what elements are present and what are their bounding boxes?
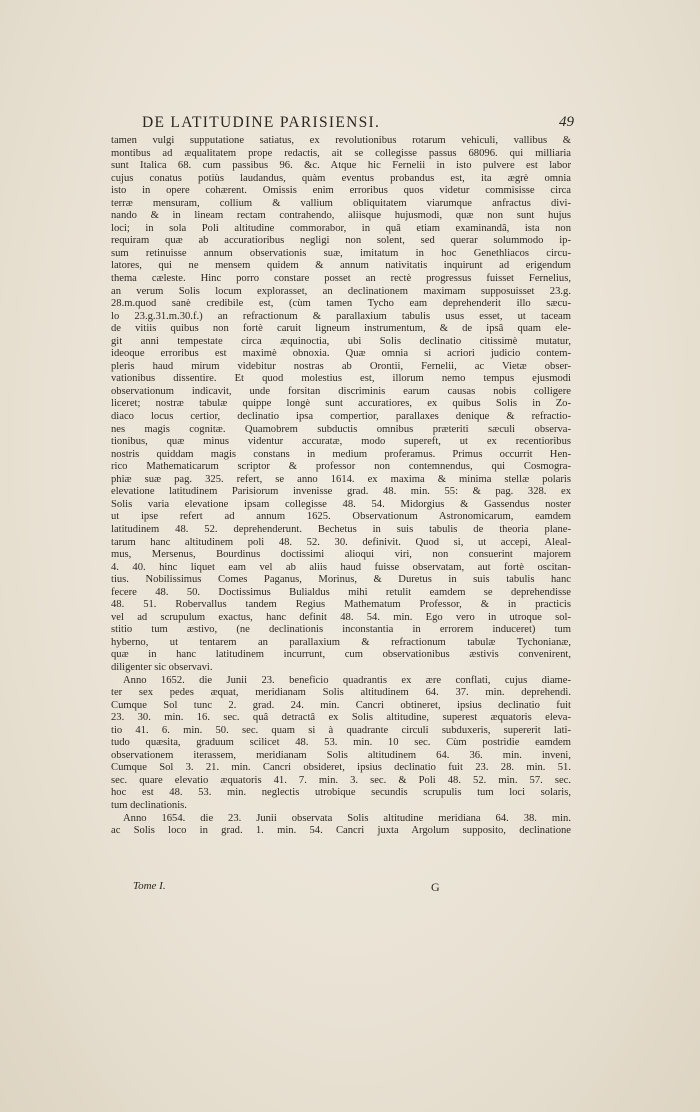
text-line: tamen vulgi supputatione satiatus, ex revolutionibus rotarum vehiculi, vallibus & xyxy=(111,135,571,146)
text-line: sunt Italica 68. cum passibus 96. &c. Atque hic Fernelii in isto pulvere est labor xyxy=(111,160,571,172)
tome-label: Tome I. xyxy=(133,880,166,892)
text-line: quæ in hanc latitudinem incurrunt, cum observationibus æstivis convenirent, xyxy=(111,649,571,661)
text-line: 23. 30. min. 16. sec. quâ detractâ ex Solis altitudine, superest æquatoris eleva- xyxy=(111,712,571,724)
text-line: observationum indicavit, unde forsitan discriminis earum causas nobis colligere xyxy=(111,385,571,397)
page-header xyxy=(112,114,572,136)
text-line: requiram quæ ab accuratioribus negligi non solent, sed querar solummodo ip- xyxy=(111,235,571,247)
text-line: loci; in sola Poli altitudine commorabor, in quâ etiam examinandâ, ista non xyxy=(111,222,571,234)
text-line: de vitiis quibus non fortè caruit ligneum instrumentum, & de ipsâ quam ele- xyxy=(111,323,571,335)
text-line: observationem iterassem, meridianam Solis altitudinem 64. 36. min. inveni, xyxy=(111,749,571,761)
text-line: ter sex pedes æquat, meridianam Solis altitudinem 64. 37. min. deprehendi. xyxy=(111,687,571,699)
text-line: cujus conatus potiùs laudandus, quàm eventus probandus est, ita ægrè omnia xyxy=(111,172,571,184)
text-line: mus, Mersenus, Bourdinus doctissimi alioqui viri, non consuerint majorem xyxy=(111,549,571,561)
text-line: nes magis cognitæ. Quamobrem subductis omnibus præteriti sæculi observa- xyxy=(111,423,571,435)
text-line: diligenter sic observavi. xyxy=(111,661,213,673)
text-line: Cumque Sol tunc 2. grad. 24. min. Cancri obtineret, ipsius declinatio fuit xyxy=(111,699,571,711)
text-line: ideoque erroribus est maximè obnoxia. Quæ omnia si acriori judicio contem- xyxy=(111,348,571,360)
text-line: 4. 40. hinc liquet eam vel ab aliis haud fuisse observatam, aut fortè oscitan- xyxy=(111,561,571,573)
text-line: montibus ad æqualitatem prope redactis, ait se collegisse passus 68096. qui milliaria xyxy=(111,147,571,159)
text-line: tius. Nobilissimus Comes Paganus, Morinus, & Duretus in suis tabulis hanc xyxy=(111,574,571,586)
text-line: vationibus dissentire. Et quod molestius est, illorum nemo tempus ejusmodi xyxy=(111,373,571,385)
text-line: thema cæleste. Hinc porro constare posset an rectè progressus fuisset Fernelius, xyxy=(111,273,571,285)
text-line: tio 41. 6. min. 50. sec. quam si à quadrante circuli subduxeris, supererit lati- xyxy=(111,724,571,736)
text-line: an verum Solis locum explorasset, an declinationem maximam supposuisset 23.g. xyxy=(111,285,571,297)
text-line: Cumque Sol 3. 21. min. Cancri obsideret, ipsius declinatio fuit 23. 28. min. 51. xyxy=(111,762,571,774)
text-line: elevatione latitudinem Parisiorum invenisse grad. 48. min. 55: & pag. 328. ex xyxy=(111,486,571,498)
text-line: 28.m.quod sanè credibile est, (cùm tamen Tycho eam deprehenderit illo sæcu- xyxy=(111,298,571,310)
text-line: Anno 1652. die Junii 23. beneficio quadrantis ex ære conflati, cujus diame- xyxy=(123,674,571,686)
text-line: hoc est 48. 53. min. neglectis utrobique secundis scrupulis tum loci solaris, xyxy=(111,787,571,799)
text-line: fecere 48. 50. Doctissimus Bulialdus mihi retulit eamdem se deprehendisse xyxy=(111,586,571,598)
text-line: ac Solis loco in grad. 1. min. 54. Cancri juxta Argolum supposito, declinatione xyxy=(111,825,571,837)
text-line: Solis varia elevatione ipsam collegisse 48. 54. Midorgius & Gassendus noster xyxy=(111,498,571,510)
text-line: sum retinuisse annum observationis suæ, imitatum in hoc Genethliacos circu- xyxy=(111,247,571,259)
text-line: tudo quæsita, graduum scilicet 48. 53. min. 10 sec. Cùm postridie eamdem xyxy=(111,737,571,749)
text-line: Anno 1654. die 23. Junii observata Solis altitudine meridiana 64. 38. min. xyxy=(123,812,571,824)
text-line: sec. quare elevatio æquatoris 41. 7. min. 3. sec. & Poli 48. 52. min. 57. sec. xyxy=(111,774,571,786)
text-line: hyberno, ut tentarem an parallaxium & refractionum tabulæ Tychonianæ, xyxy=(111,636,571,648)
text-line: tarum hanc altitudinem poli 48. 52. 30. definivit. Quod si, ut accepi, Aleal- xyxy=(111,536,571,548)
body-text xyxy=(111,135,571,838)
text-line: pleris haud mirum videbitur nostras ab Orontii, Fernelii, ac Vietæ obser- xyxy=(111,360,571,372)
text-line: nando & in lineam rectam contrahendo, aliisque hujusmodi, quæ non sunt hujus xyxy=(111,210,571,222)
text-line: rico Mathematicarum scriptor & professor non contemnendus, qui Cosmogra- xyxy=(111,461,571,473)
signature-mark: G xyxy=(431,880,440,894)
text-line: stitio tum æstivo, (ne declinationis inconstantia in errorem induceret) tum xyxy=(111,624,571,636)
text-line: liceret; nostræ tabulæ quippe longè sunt accuratiores, ex quibus Solis in Zo- xyxy=(111,398,571,410)
running-head: DE LATITUDINE PARISIENSI. xyxy=(142,114,381,131)
text-line: isto in opere cohærent. Omissis enim erroribus quos videtur commisisse circa xyxy=(111,185,571,197)
text-line: tionibus, quæ minus videntur accuratæ, modo supereft, ut ex recentioribus xyxy=(111,436,571,448)
text-line: latitudinem 48. 52. deprehenderunt. Bechetus in suis tabulis de theoria plane- xyxy=(111,523,571,535)
text-line: lo 23.g.31.m.30.f.) an refractionum & parallaxium tabulis usus esset, ut taceam xyxy=(111,310,571,322)
page-footer xyxy=(111,880,571,894)
text-line: latores, qui ne mensem quidem & annum nativitatis inquirunt ad erigendum xyxy=(111,260,571,272)
text-line: git anni tempestate circa æquinoctia, ubi Solis declinatio citissimè mutatur, xyxy=(111,335,571,347)
text-line: vel ad scrupulum exactus, hanc definit 48. 54. min. Ego vero in utroque sol- xyxy=(111,611,571,623)
text-line: ut ipse refert ad annum 1625. Observationum Astronomicarum, eamdem xyxy=(111,511,571,523)
page-number: 49 xyxy=(559,114,574,130)
text-line: 48. 51. Robervallus tandem Regius Mathematum Professor, & in practicis xyxy=(111,599,571,611)
text-line: tum declinationis. xyxy=(111,799,187,811)
text-line: phiæ suæ pag. 325. refert, se anno 1614. ex maxima & minima stellæ polaris xyxy=(111,473,571,485)
text-line: diaco locus certior, declinatio ipsa compertior, parallaxes denique & refractio- xyxy=(111,411,571,423)
text-line: terræ mensuram, collium & vallium obliquitatem viarumque anfractus divi- xyxy=(111,197,571,209)
text-line: nostris quiddam magis constans in medium proferamus. Primus occurrit Hen- xyxy=(111,448,571,460)
